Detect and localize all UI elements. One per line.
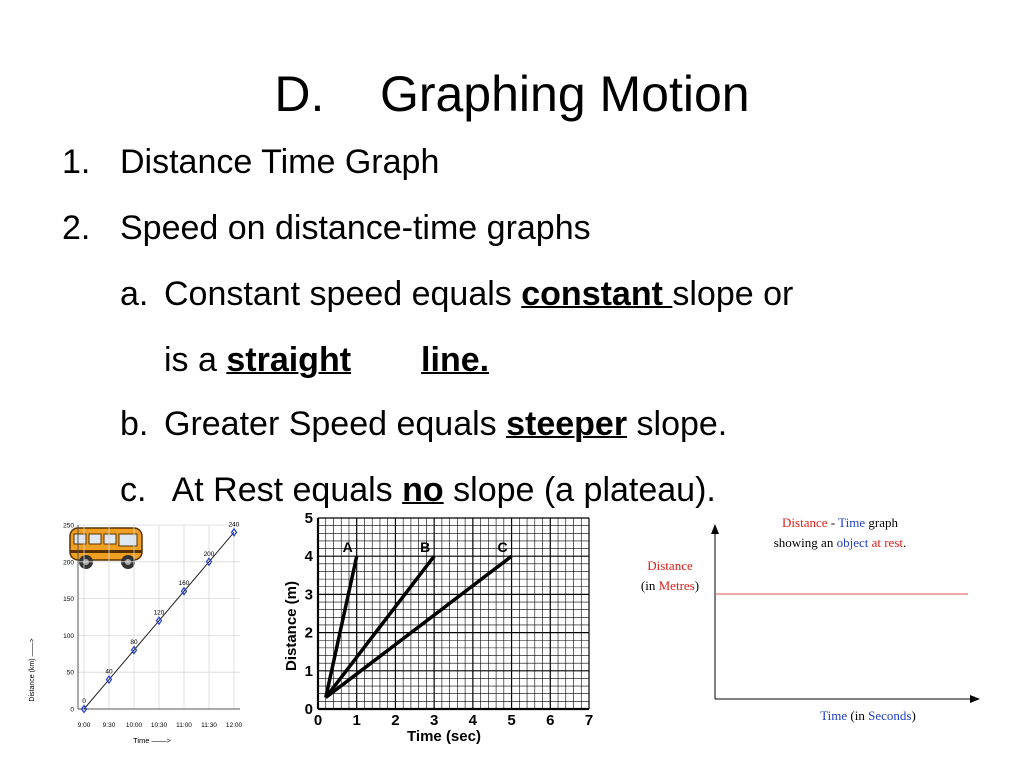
chart1-ytick-label: 250	[63, 522, 74, 530]
chart1-xtick-label: 10:30	[150, 722, 168, 729]
chart3-xlabel	[820, 708, 916, 723]
chart2-xtick-label: 6	[546, 712, 555, 729]
sub-text: Greater Speed equals	[164, 405, 507, 443]
answer-no: no	[402, 471, 444, 509]
list-text: Speed on distance-time graphs	[120, 209, 591, 247]
chart2-xlabel: Time (sec)	[407, 728, 481, 745]
sub-marker: c.	[120, 471, 147, 509]
answer-word-2: line.	[421, 341, 490, 379]
sub-text-end: slope or	[672, 275, 794, 313]
answer-constant: constant	[521, 275, 673, 313]
list-item-2	[62, 206, 591, 250]
sub-text: Constant speed equals	[164, 275, 522, 313]
bus-distance-time-chart	[26, 516, 252, 746]
text-run: (in	[640, 578, 659, 593]
sub-text: is a	[164, 341, 227, 379]
chart2-ytick-label: 4	[304, 548, 313, 566]
chart2-series-label: B	[420, 539, 431, 556]
sub-text-end: slope.	[627, 405, 728, 443]
chart1-xtick-label: 11:30	[201, 722, 217, 729]
chart1-data-label: 80	[130, 639, 138, 647]
chart1-ytick-label: 100	[63, 632, 74, 640]
chart1-data-label: 40	[105, 668, 113, 676]
list-item-1	[62, 140, 439, 184]
chart2-ytick-label: 3	[304, 586, 313, 604]
chart1-xtick-label: 10:00	[125, 722, 143, 729]
text-run: showing an	[773, 535, 837, 550]
chart1-ytick-label: 200	[63, 559, 74, 567]
text-run: Metres	[658, 578, 695, 593]
chart1-data-label: 200	[203, 550, 215, 558]
answer-word-1: straight	[226, 341, 352, 379]
chart1-xtick-label: 9:00	[77, 722, 91, 729]
chart2-ylabel: Distance (m)	[283, 580, 300, 672]
sub-marker: b.	[120, 405, 149, 443]
text-run: Seconds	[868, 708, 912, 723]
text-run: -	[827, 515, 839, 530]
chart3-ylabel-unit	[641, 578, 699, 593]
chart2-ytick-label: 1	[304, 662, 313, 680]
sub-item-b	[120, 402, 727, 446]
chart3-x-arrow	[970, 695, 980, 703]
chart1-data-label: 0	[82, 698, 86, 705]
sub-text: At Rest equals	[164, 471, 403, 509]
answer-steeper: steeper	[506, 405, 628, 443]
text-run: object	[836, 535, 869, 550]
answer-straight-line	[226, 341, 489, 379]
list-number: 1.	[62, 143, 91, 181]
chart2-xtick-label: 2	[391, 712, 400, 729]
chart2-xtick-label: 7	[584, 712, 594, 729]
chart1-ylabel: Distance (km) ——>	[29, 638, 36, 702]
sub-item-c	[120, 468, 716, 512]
text-run: Time	[820, 708, 848, 723]
answer-gap	[351, 338, 421, 382]
school-bus-image	[70, 528, 142, 569]
list-number: 2.	[62, 209, 91, 247]
chart2-ytick-label: 2	[304, 624, 313, 642]
sub-text-end: slope (a plateau).	[443, 471, 716, 509]
sub-item-a-continued	[164, 338, 489, 382]
text-run: )	[694, 578, 700, 593]
chart2-ytick-label: 0	[304, 701, 313, 718]
chart2-xtick-label: 4	[468, 712, 478, 729]
chart3-ylabel	[647, 558, 693, 573]
chart1-xtick-label: 12:00	[225, 722, 243, 729]
list-text: Distance Time Graph	[120, 143, 440, 181]
chart1-data-label: 240	[228, 521, 240, 529]
text-run: )	[911, 708, 916, 723]
chart2-xtick-label: 5	[507, 712, 516, 729]
text-run: Distance	[647, 558, 693, 573]
chart1-ytick-label: 0	[70, 706, 74, 714]
chart1-ytick-label: 50	[66, 669, 74, 677]
chart3-subtitle	[774, 535, 907, 550]
object-at-rest-chart	[626, 510, 986, 730]
chart2-xtick-label: 3	[429, 712, 439, 729]
chart3-title	[782, 515, 898, 530]
chart1-ytick-label: 150	[63, 596, 74, 604]
text-run: (in	[847, 708, 869, 723]
chart1-data-label: 120	[153, 609, 165, 617]
chart2-xtick-label: 1	[352, 712, 361, 729]
chart1-xlabel: Time ——>	[133, 736, 171, 745]
text-run: Time	[838, 515, 866, 530]
text-run: graph	[865, 515, 898, 530]
text-run: Distance	[782, 515, 828, 530]
chart1-xtick-label: 9:30	[102, 722, 116, 729]
chart2-ytick-label: 5	[304, 510, 313, 527]
slide-title: D. Graphing Motion	[274, 66, 750, 122]
chart2-series-label: C	[497, 539, 508, 556]
chart1-xtick-label: 11:00	[176, 722, 192, 729]
chart1-data-label: 160	[178, 580, 190, 588]
abc-distance-time-chart	[282, 508, 600, 748]
chart3-y-arrow	[711, 524, 719, 534]
sub-marker: a.	[120, 275, 149, 313]
chart2-series-label: A	[342, 539, 353, 556]
text-run: at rest	[868, 535, 904, 550]
sub-item-a	[120, 272, 793, 316]
chart2-xtick-label: 0	[313, 712, 323, 729]
text-run: .	[903, 535, 907, 550]
